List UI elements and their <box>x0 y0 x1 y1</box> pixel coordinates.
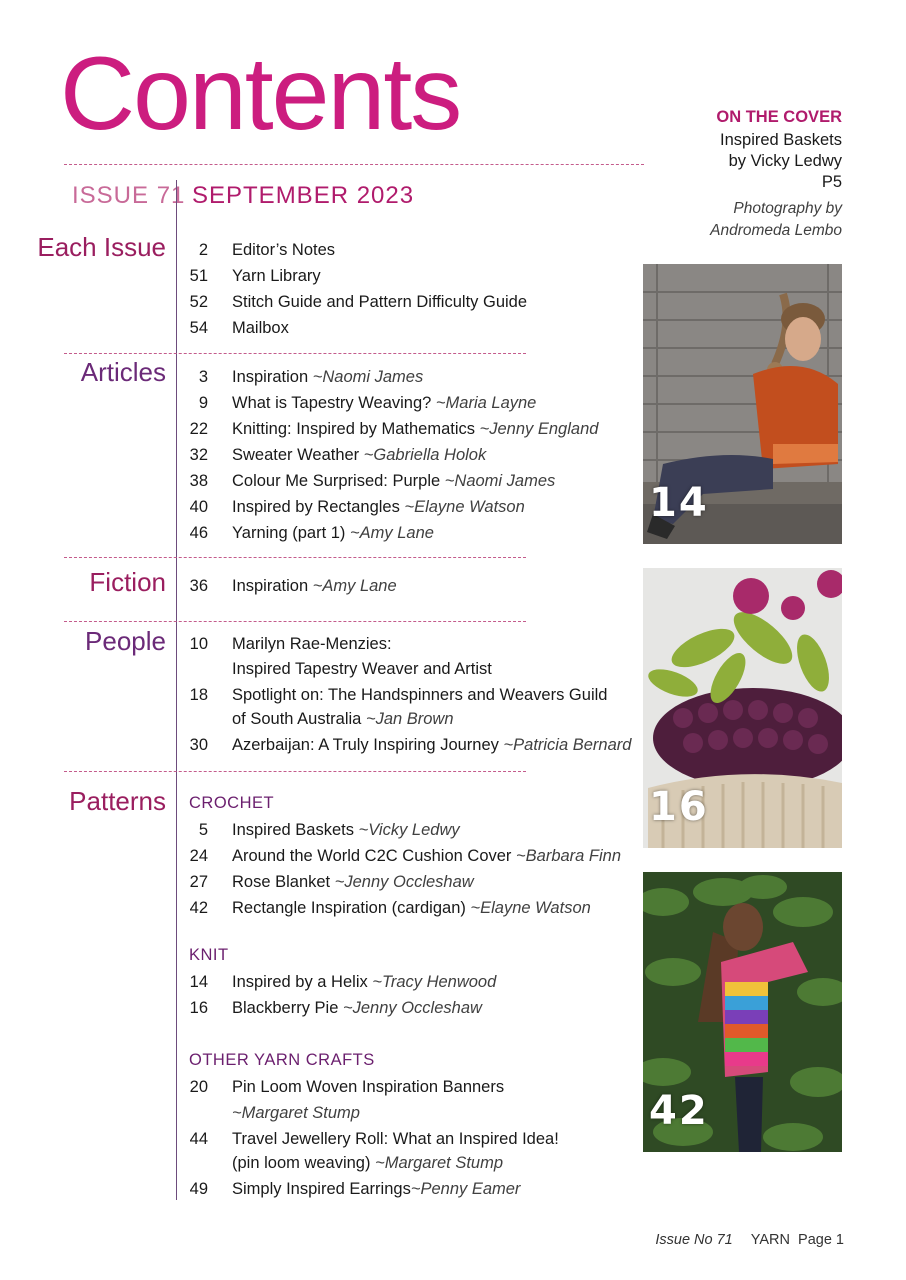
toc-entry[interactable]: 54 Mailbox <box>189 319 289 337</box>
section-heading-articles: Articles <box>80 357 166 387</box>
toc-entry[interactable]: 22 Knitting: Inspired by Mathematics ~Jenny England <box>189 420 599 438</box>
toc-entry[interactable]: 5 Inspired Baskets ~Vicky Ledwy <box>198 821 460 839</box>
toc-entry-author[interactable]: ~Margaret Stump <box>232 1104 360 1122</box>
section-heading-patterns: Patterns <box>69 786 166 816</box>
cover-text: Inspired Baskets <box>720 131 842 149</box>
section-heading-fiction: Fiction <box>89 567 166 597</box>
toc-entry[interactable]: 30 Azerbaijan: A Truly Inspiring Journey ~Patricia Bernard <box>189 736 632 754</box>
toc-entry[interactable]: 2 Editor’s Notes <box>198 241 336 259</box>
toc-entry-continuation[interactable]: Inspired Tapestry Weaver and Artist <box>232 660 492 678</box>
title-divider <box>64 164 644 165</box>
toc-entry[interactable]: 38 Colour Me Surprised: Purple ~Naomi James <box>189 472 556 490</box>
issue-number: ISSUE 71 <box>72 182 186 209</box>
column-divider <box>176 180 177 1200</box>
section-divider <box>64 621 526 622</box>
photo-credit: Andromeda Lembo <box>710 222 842 239</box>
section-heading-people: People <box>85 626 166 656</box>
toc-entry[interactable]: 52 Stitch Guide and Pattern Difficulty Guide <box>189 293 528 311</box>
toc-entry[interactable]: 10 Marilyn Rae-Menzies: <box>189 635 392 653</box>
issue-date: SEPTEMBER 2023 <box>192 182 415 209</box>
photo-page-number: 42 <box>649 1088 709 1134</box>
boy-knitted-hat-photo[interactable] <box>643 264 842 544</box>
toc-entry[interactable]: 42 Rectangle Inspiration (cardigan) ~Elayne Watson <box>189 899 591 917</box>
page-footer <box>655 1232 844 1248</box>
blackberry-hat-photo[interactable] <box>643 568 842 848</box>
toc-entry[interactable]: 16 Blackberry Pie ~Jenny Occleshaw <box>189 999 482 1017</box>
toc-entry[interactable]: 51 Yarn Library <box>189 267 321 285</box>
photo-page-number: 14 <box>649 480 709 526</box>
section-heading-each-issue: Each Issue <box>37 232 166 262</box>
toc-entry[interactable]: 24 Around the World C2C Cushion Cover ~Barbara Finn <box>189 847 622 865</box>
subsection-crochet: CROCHET <box>189 794 275 812</box>
footer-magazine: YARN <box>750 1232 790 1248</box>
toc-entry[interactable]: 20 Pin Loom Woven Inspiration Banners <box>189 1078 505 1096</box>
toc-entry[interactable]: 49 Simply Inspired Earrings~Penny Eamer <box>189 1180 521 1198</box>
toc-entry[interactable]: 36 Inspiration ~Amy Lane <box>189 577 397 595</box>
cover-heading: ON THE COVER <box>716 108 842 126</box>
toc-entry-continuation[interactable]: of South Australia ~Jan Brown <box>232 710 454 728</box>
section-divider <box>64 353 526 354</box>
toc-entry[interactable]: 44 Travel Jewellery Roll: What an Inspired Idea! <box>189 1130 559 1148</box>
toc-entry[interactable]: 18 Spotlight on: The Handspinners and Weavers Guild <box>189 686 608 704</box>
subsection-knit: KNIT <box>189 946 229 964</box>
toc-entry[interactable]: 32 Sweater Weather ~Gabriella Holok <box>189 446 487 464</box>
page-title: Contents <box>60 36 461 152</box>
section-divider <box>64 771 526 772</box>
toc-entry-continuation[interactable]: (pin loom weaving) ~Margaret Stump <box>232 1154 504 1172</box>
toc-entry[interactable]: 46 Yarning (part 1) ~Amy Lane <box>189 524 434 542</box>
toc-entry[interactable]: 14 Inspired by a Helix ~Tracy Henwood <box>189 973 497 991</box>
footer-page: Page 1 <box>798 1232 844 1248</box>
cover-text: P5 <box>821 173 842 191</box>
footer-issue: Issue No 71 <box>655 1232 733 1248</box>
subsection-other-yarn-crafts: OTHER YARN CRAFTS <box>189 1051 375 1069</box>
cover-text: by Vicky Ledwy <box>728 152 842 170</box>
toc-entry[interactable]: 40 Inspired by Rectangles ~Elayne Watson <box>189 498 525 516</box>
photo-page-number: 16 <box>649 784 709 830</box>
rainbow-cardigan-photo[interactable] <box>643 872 842 1152</box>
photo-credit: Photography by <box>733 200 842 217</box>
section-divider <box>64 557 526 558</box>
toc-entry[interactable]: 3 Inspiration ~Naomi James <box>198 368 424 386</box>
toc-entry[interactable]: 27 Rose Blanket ~Jenny Occleshaw <box>189 873 474 891</box>
toc-entry[interactable]: 9 What is Tapestry Weaving? ~Maria Layne <box>198 394 537 412</box>
